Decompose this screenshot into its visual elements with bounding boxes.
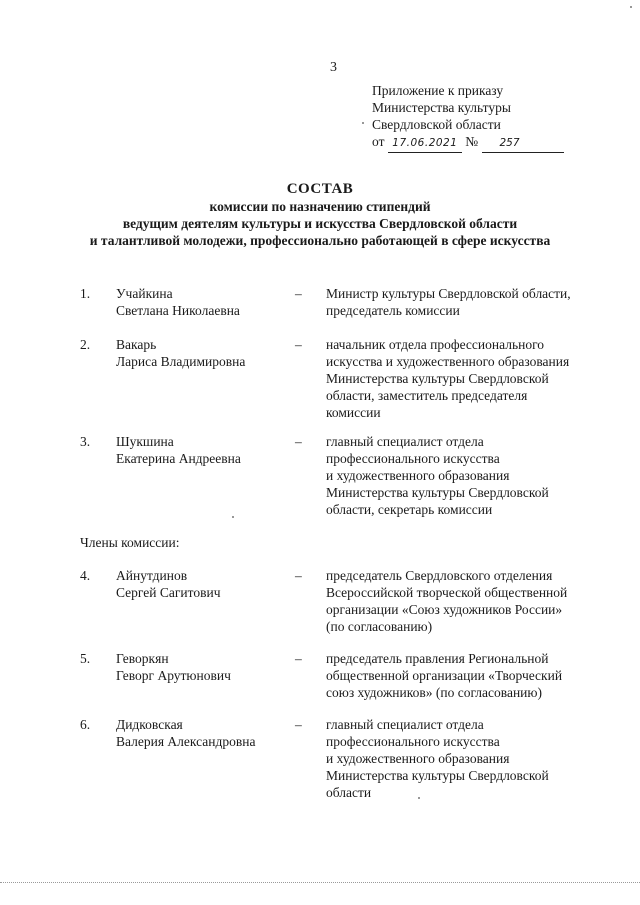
- member-surname: Айнутдинов: [116, 568, 188, 583]
- member-given-name: Сергей Сагитович: [116, 585, 221, 600]
- member-name: [116, 285, 240, 319]
- member-surname: Дидковская: [116, 717, 183, 732]
- role-line: главный специалист отдела: [326, 434, 484, 449]
- role-line: области, заместитель председателя: [326, 388, 528, 403]
- role-line: председатель комиссии: [326, 303, 460, 318]
- member-given-name: Екатерина Андреевна: [116, 451, 241, 466]
- dash-separator: –: [295, 286, 302, 301]
- role-line: профессионального искусства: [326, 451, 500, 466]
- item-number: 5.: [80, 651, 91, 666]
- role-line: Министерства культуры Свердловской: [326, 371, 549, 386]
- dash-separator: –: [295, 717, 302, 732]
- role-line: главный специалист отдела: [326, 717, 484, 732]
- member-name: [116, 650, 231, 684]
- title-line-2: ведущим деятелям культуры и искусства Свердловской области: [122, 216, 518, 231]
- member-role: [326, 285, 616, 319]
- member-role: [326, 650, 616, 701]
- members-section-label: Члены комиссии:: [80, 535, 180, 550]
- appendix-header: [372, 82, 564, 153]
- scan-speck: [232, 516, 234, 518]
- order-date-number: [372, 133, 564, 153]
- member-surname: Геворкян: [116, 651, 169, 666]
- member-surname: Шукшина: [116, 434, 174, 449]
- role-line: начальник отдела профессионального: [326, 337, 545, 352]
- order-number: 257: [482, 135, 564, 153]
- member-given-name: Светлана Николаевна: [116, 303, 240, 318]
- role-line: (по согласованию): [326, 619, 433, 634]
- document-title: [40, 180, 600, 249]
- appendix-line-2: Министерства культуры: [372, 100, 511, 115]
- number-sign: №: [465, 134, 479, 149]
- title-heading: СОСТАВ: [286, 181, 354, 197]
- scan-speck: [362, 122, 364, 124]
- scan-speck: [630, 6, 632, 8]
- role-line: союз художников» (по согласованию): [326, 685, 542, 700]
- title-line-3: и талантливой молодежи, профессионально работающей в сфере искусства: [89, 233, 551, 248]
- role-line: Министр культуры Свердловской области,: [326, 286, 571, 301]
- role-line: Всероссийской творческой общественной: [326, 585, 568, 600]
- dash-separator: –: [295, 568, 302, 583]
- appendix-line-3: Свердловской области: [372, 117, 501, 132]
- role-line: председатель правления Региональной: [326, 651, 549, 666]
- role-line: общественной организации «Творческий: [326, 668, 563, 683]
- role-line: области: [326, 785, 372, 800]
- member-role: [326, 716, 616, 801]
- member-name: [116, 716, 255, 750]
- member-given-name: Геворг Арутюнович: [116, 668, 231, 683]
- scan-speck: [418, 797, 420, 799]
- dash-separator: –: [295, 651, 302, 666]
- member-name: [116, 567, 220, 601]
- item-number: 1.: [80, 286, 91, 301]
- role-line: Министерства культуры Свердловской: [326, 768, 549, 783]
- title-line-1: комиссии по назначению стипендий: [209, 199, 431, 214]
- dash-separator: –: [295, 337, 302, 352]
- member-role: [326, 336, 616, 421]
- item-number: 3.: [80, 434, 91, 449]
- member-role: [326, 433, 616, 518]
- role-line: и художественного образования: [326, 468, 510, 483]
- member-surname: Вакарь: [116, 337, 157, 352]
- member-name: [116, 433, 241, 467]
- role-line: Министерства культуры Свердловской: [326, 485, 549, 500]
- dash-separator: –: [295, 434, 302, 449]
- role-line: председатель Свердловского отделения: [326, 568, 553, 583]
- order-date: 17.06.2021: [388, 135, 462, 153]
- member-surname: Учайкина: [116, 286, 173, 301]
- appendix-line-1: Приложение к приказу: [372, 83, 504, 98]
- role-line: искусства и художественного образования: [326, 354, 570, 369]
- member-given-name: Лариса Владимировна: [116, 354, 246, 369]
- role-line: профессионального искусства: [326, 734, 500, 749]
- item-number: 6.: [80, 717, 91, 732]
- role-line: комиссии: [326, 405, 381, 420]
- role-line: организации «Союз художников России»: [326, 602, 563, 617]
- page-number: 3: [330, 60, 337, 75]
- date-prefix: от: [372, 134, 385, 149]
- item-number: 4.: [80, 568, 91, 583]
- member-name: [116, 336, 245, 370]
- scan-edge-line: [0, 882, 640, 883]
- item-number: 2.: [80, 337, 91, 352]
- member-role: [326, 567, 616, 635]
- role-line: области, секретарь комиссии: [326, 502, 493, 517]
- role-line: и художественного образования: [326, 751, 510, 766]
- member-given-name: Валерия Александровна: [116, 734, 256, 749]
